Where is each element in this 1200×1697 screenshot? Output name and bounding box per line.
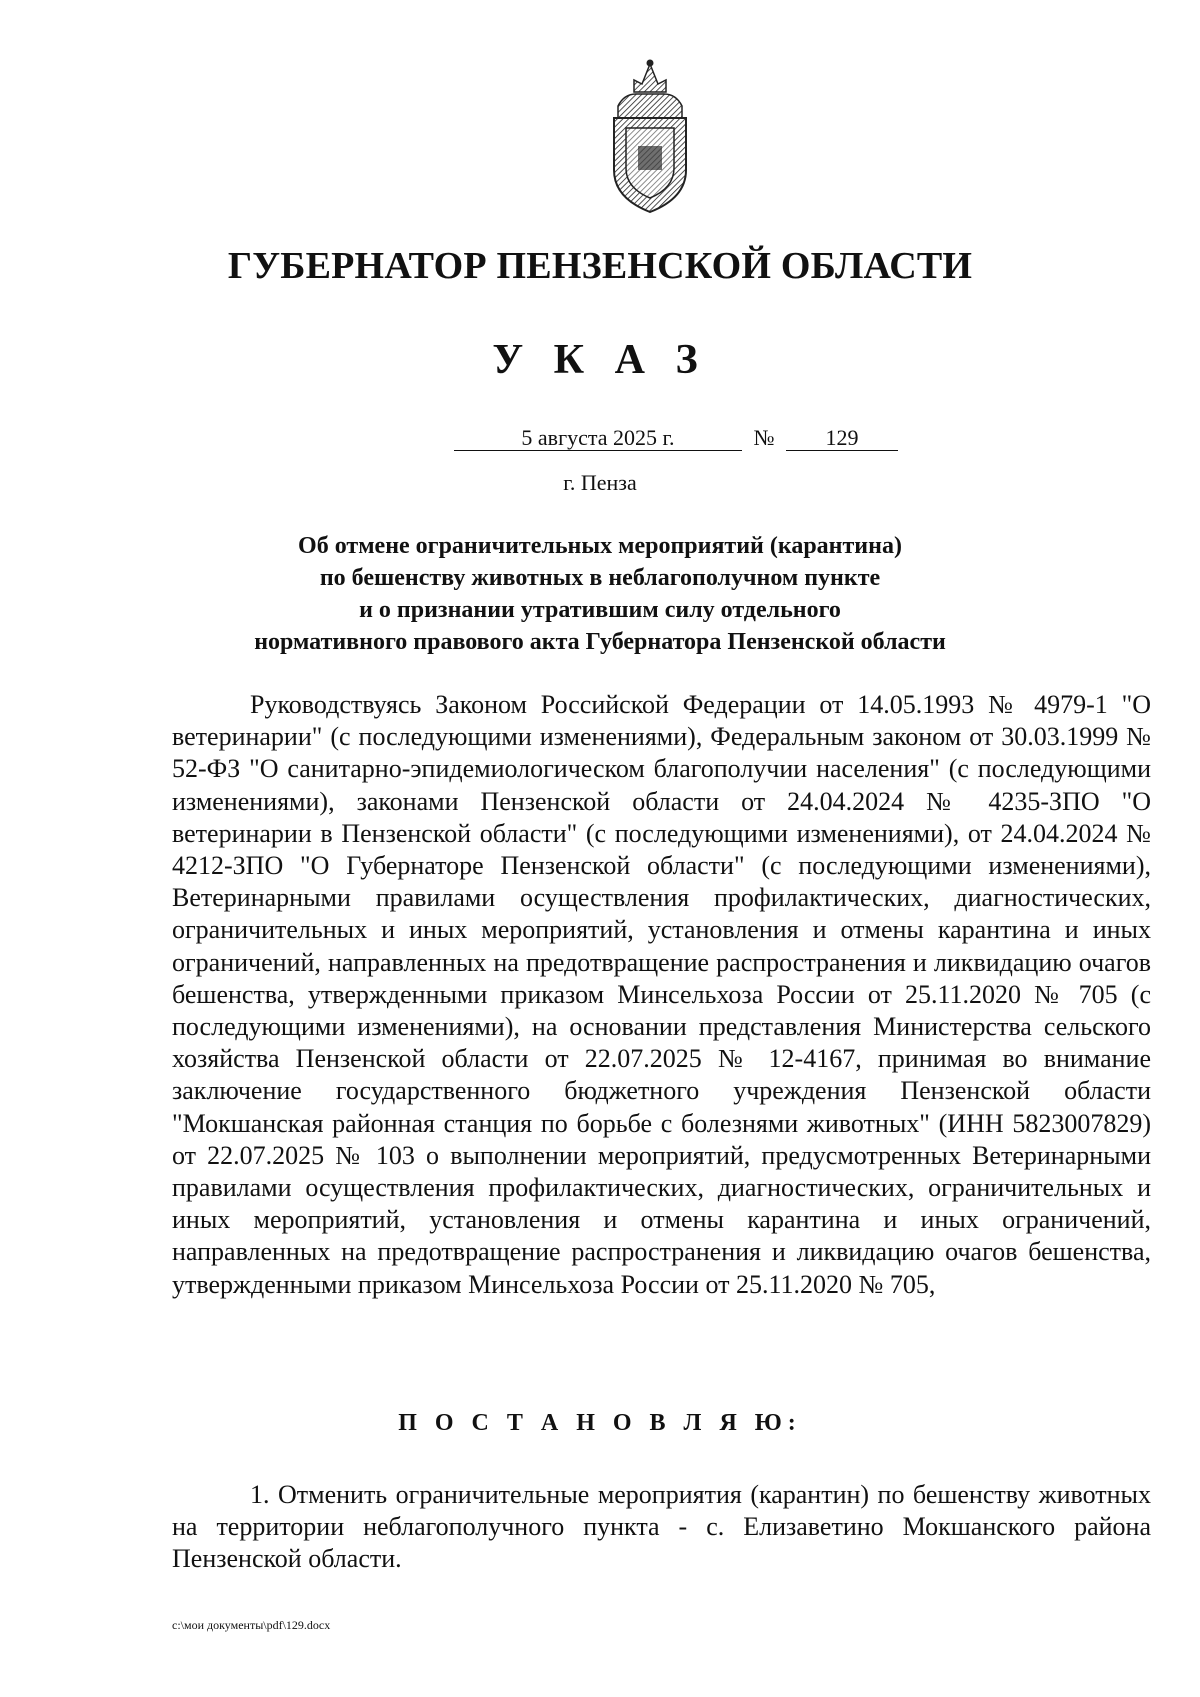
document-number: 129 (786, 426, 898, 451)
document-title (0, 530, 1200, 658)
decree-heading: П О С Т А Н О В Л Я Ю: (398, 1410, 802, 1436)
issuing-authority: ГУБЕРНАТОР ПЕНЗЕНСКОЙ ОБЛАСТИ (227, 245, 973, 287)
regional-coat-of-arms-icon (604, 58, 696, 216)
document-date: 5 августа 2025 г. (454, 426, 742, 451)
title-line: Об отмене ограничительных мероприятий (карантина) (298, 533, 902, 559)
title-line: нормативного правового акта Губернатора Пензенской области (254, 629, 946, 655)
issue-city: г. Пенза (563, 470, 637, 495)
title-line: и о признании утратившим силу отдельного (359, 597, 841, 623)
file-path-footer: c:\мои документы\pdf\129.docx (172, 1618, 331, 1632)
number-sign: № (753, 425, 775, 450)
document-type: У К А З (492, 337, 708, 383)
decree-item-1: 1. Отменить ограничительные мероприятия (карантин) по бешенству животных на территории неблагополучного пункта - с. Елизаветино Мокшанского района Пензенской области. (172, 1480, 1151, 1574)
title-line: по бешенству животных в неблагополучном пункте (319, 565, 881, 591)
preamble-paragraph: Руководствуясь Законом Российской Федерации от 14.05.1993 № 4979-1 "О ветеринарии" (с последующими изменениями), Федеральным законом от 30.03.1999 № 52-ФЗ "О санитарно-эпидемиологическом благополучии населения" (с последующими изменениями), законами Пензенской области от 24.04.2024 № 4235-ЗПО "О ветеринарии в Пензенской области" (с последующими изменениями), от 24.04.2024 № 4212-ЗПО "О Губернаторе Пензенской области" (с последующими изменениями), Ветеринарными правилами осуществления профилактических, диагностических, ограничительных и иных мероприятий, установления и отмены карантина и иных ограничений, направленных на предотвращение распространения и ликвидацию очагов бешенства, утвержденными приказом Минсельхоза России от 25.11.2020 № 705 (с последующими изменениями), на основании представления Министерства сельского хозяйства Пензенской области от 22.07.2025 № 12-4167, принимая во внимание заключение государственного бюджетного учреждения Пензенской области "Мокшанская районная станция по борьбе с болезнями животных" (ИНН 5823007829) от 22.07.2025 № 103 о выполнении мероприятий, предусмотренных Ветеринарными правилами осуществления профилактических, диагностических, ограничительных и иных мероприятий, установления и отмены карантина и иных ограничений, направленных на предотвращение распространения и ликвидацию очагов бешенства, утвержденными приказом Минсельхоза России от 25.11.2020 № 705, (172, 690, 1151, 1299)
